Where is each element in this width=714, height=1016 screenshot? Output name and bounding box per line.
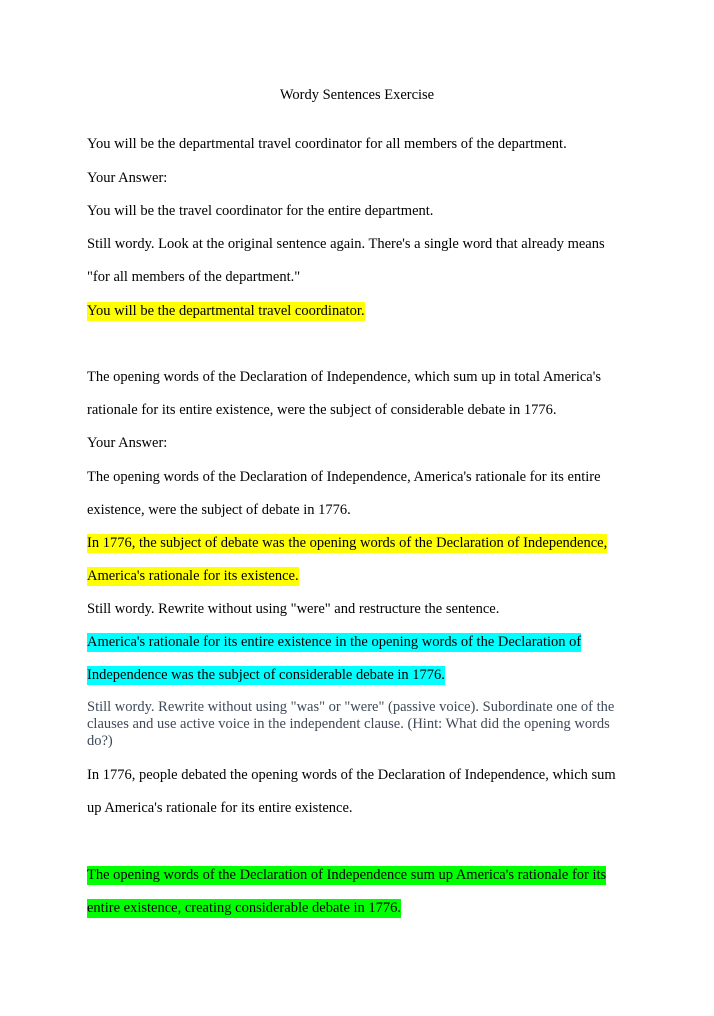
- exercise2-final-line1: [87, 866, 606, 884]
- exercise2-prompt-line1: The opening words of the Declaration of Independence, which sum up in total America's: [87, 369, 601, 385]
- exercise2-answer-line2: existence, were the subject of debate in 1776.: [87, 502, 351, 518]
- revision1-highlight-line2: America's rationale for its existence.: [87, 568, 299, 584]
- exercise1-revision: [87, 302, 365, 320]
- final-highlight-line1: The opening words of the Declaration of Independence sum up America's rationale for its: [87, 867, 607, 883]
- exercise2-prompt-line2: rationale for its entire existence, were the subject of considerable debate in 1776.: [87, 402, 557, 418]
- revision2-highlight-line1: America's rationale for its entire existence in the opening words of the Declaration of: [87, 634, 582, 650]
- exercise2-revision2-line1: [87, 633, 581, 651]
- exercise2-answer-line1: The opening words of the Declaration of Independence, America's rationale for its entire: [87, 469, 601, 485]
- exercise2-revision3-line2: up America's rationale for its entire existence.: [87, 800, 353, 816]
- exercise1-revision-highlight: You will be the departmental travel coordinator.: [87, 303, 365, 319]
- revision1-highlight-line1: In 1776, the subject of debate was the opening words of the Declaration of Independence,: [87, 535, 608, 551]
- revision2-highlight-line2: Independence was the subject of considerable debate in 1776.: [87, 667, 445, 683]
- exercise2-final-line2: [87, 899, 401, 917]
- exercise2-answer-label: Your Answer:: [87, 435, 168, 451]
- page-title: Wordy Sentences Exercise: [279, 87, 435, 103]
- exercise2-revision1-line1: [87, 534, 607, 552]
- exercise1-answer-label: Your Answer:: [87, 170, 168, 186]
- exercise1-prompt: You will be the departmental travel coordinator for all members of the department.: [87, 136, 567, 152]
- exercise2-feedback2: Still wordy. Rewrite without using "was" or "were" (passive voice). Subordinate one of the clauses and use active voice in the independent clause. (Hint: What did the opening words do?): [87, 699, 615, 749]
- exercise2-revision3-line1: In 1776, people debated the opening words of the Declaration of Independence, which sum: [87, 767, 616, 783]
- exercise2-revision1-line2: [87, 567, 299, 585]
- exercise2-revision2-line2: [87, 666, 445, 684]
- exercise1-feedback-line2: "for all members of the department.": [87, 269, 301, 285]
- exercise1-answer: You will be the travel coordinator for the entire department.: [87, 203, 434, 219]
- exercise2-feedback1: Still wordy. Rewrite without using "were" and restructure the sentence.: [87, 601, 500, 617]
- final-highlight-line2: entire existence, creating considerable debate in 1776.: [87, 900, 402, 916]
- exercise1-feedback-line1: Still wordy. Look at the original sentence again. There's a single word that already means: [87, 236, 605, 252]
